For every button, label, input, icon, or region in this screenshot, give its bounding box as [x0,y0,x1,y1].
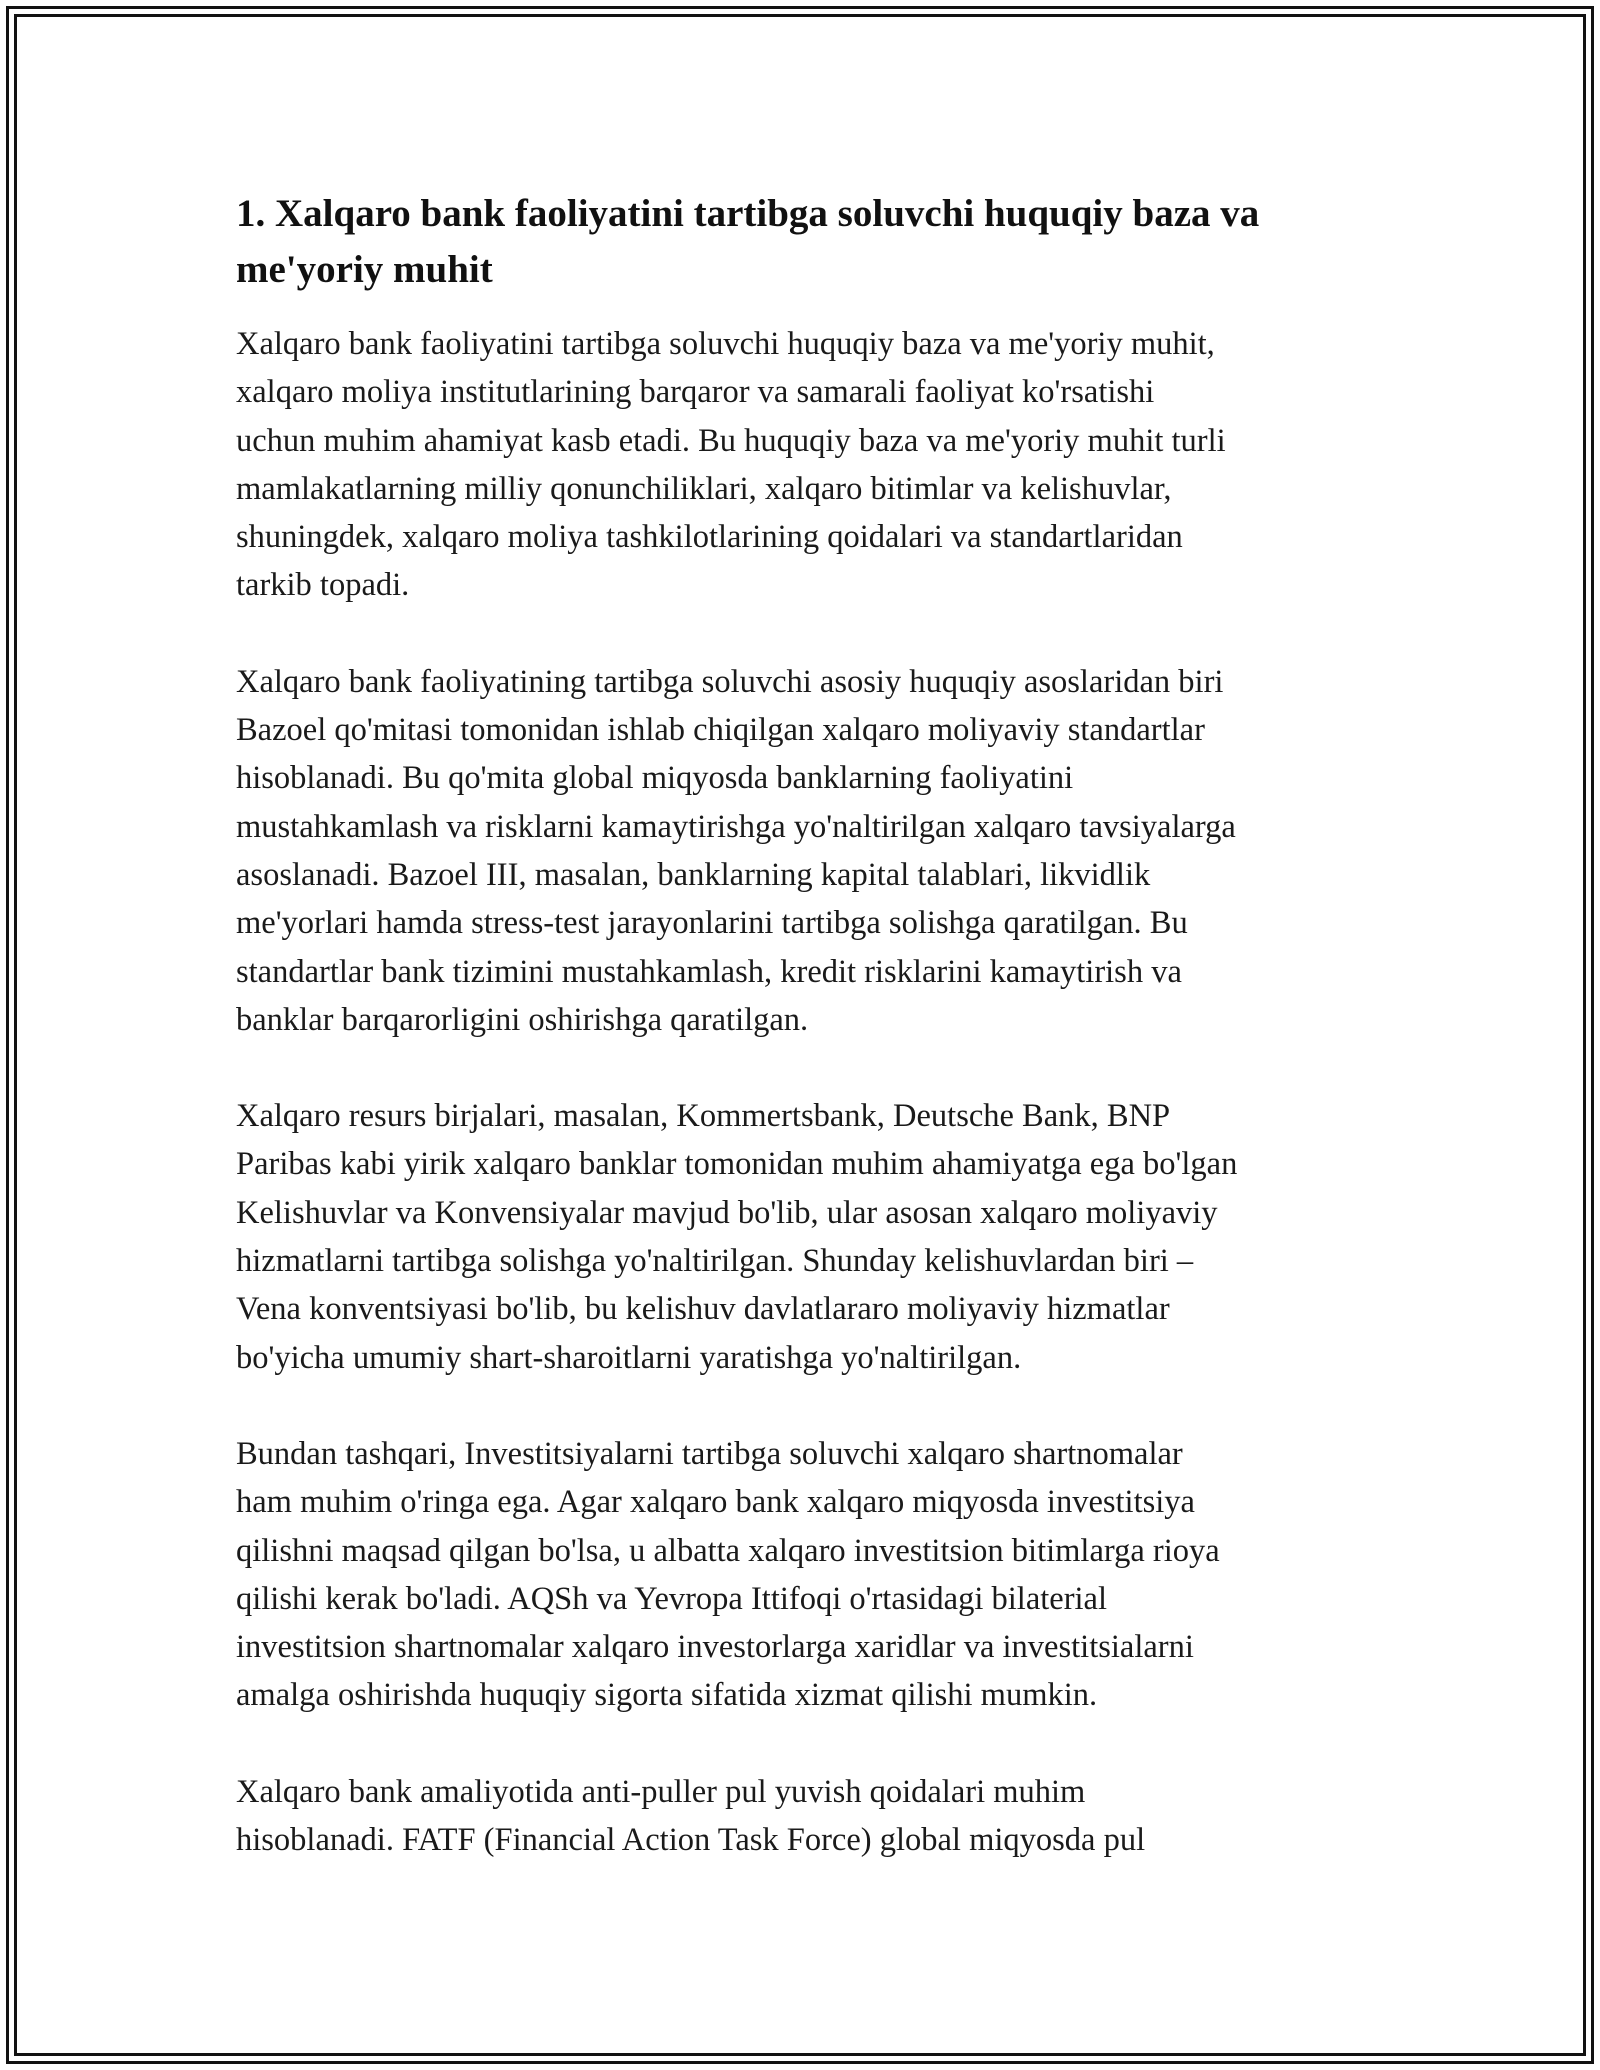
paragraph-1: Xalqaro bank faoliyatini tartibga soluvchi huquqiy baza va me'yoriy muhit, xalqaro moliya institutlarining barqaror va samarali faoliyat ko'rsatishi uchun muhim ahamiyat kasb etadi. Bu huquqiy baza va me'yoriy muhit turli mamlakatlarning milliy qonunchiliklari, xalqaro bitimlar va kelishuvlar, shuningdek, xalqaro moliya tashkilotlarining qoidalari va standartlaridan tarkib topadi. [236,326,1226,604]
paragraph-4: Bundan tashqari, Investitsiyalarni tartibga soluvchi xalqaro shartnomalar ham muhim o'ringa ega. Agar xalqaro bank xalqaro miqyosda investitsiya qilishni maqsad qilgan bo'lsa, u albatta xalqaro investitsion bitimlarga rioya qilishi kerak bo'ladi. AQSh va Yevropa Ittifoqi o'rtasidagi bilaterial investitsion shartnomalar xalqaro investorlarga xaridlar va investitsialarni amalga oshirishda huquqiy sigorta sifatida xizmat qilishi mumkin. [236,1435,1220,1714]
paragraph-3: Xalqaro resurs birjalari, masalan, Kommertsbank, Deutsche Bank, BNP Paribas kabi yirik xalqaro banklar tomonidan muhim ahamiyatga ega bo'lgan Kelishuvlar va Konvensiyalar mavjud bo'lib, ular asosan xalqaro moliyaviy hizmatlarni tartibga solishga yo'naltirilgan. Shunday kelishuvlardan biri – Vena konventsiyasi bo'lib, bu kelishuv davlatlararo moliyaviy hizmatlar bo'yicha umumiy shart-sharoitlarni yaratishga yo'naltirilgan. [236,1098,1238,1376]
paragraph-5: Xalqaro bank amaliyotida anti-puller pul yuvish qoidalari muhim hisoblanadi. FATF (Financial Action Task Force) global miqyosda pul [236,1773,1146,1859]
document-body [236,186,1376,1912]
paragraph-2: Xalqaro bank faoliyatining tartibga soluvchi asosiy huquqiy asoslaridan biri Bazoel qo'mitasi tomonidan ishlab chiqilgan xalqaro moliyaviy standartlar hisoblanadi. Bu qo'mita global miqyosda banklarning faoliyatini mustahkamlash va risklarni kamaytirishga yo'naltirilgan xalqaro tavsiyalarga asoslanadi. Bazoel III, masalan, banklarning kapital talablari, likvidlik me'yorlari hamda stress-test jarayonlarini tartibga solishga qaratilgan. Bu standartlar bank tizimini mustahkamlash, kredit risklarini kamaytirish va banklar barqarorligini oshirishga qaratilgan. [236,663,1236,1038]
section-heading: 1. Xalqaro bank faoliyatini tartibga soluvchi huquqiy baza va me'yoriy muhit [236,192,1260,291]
